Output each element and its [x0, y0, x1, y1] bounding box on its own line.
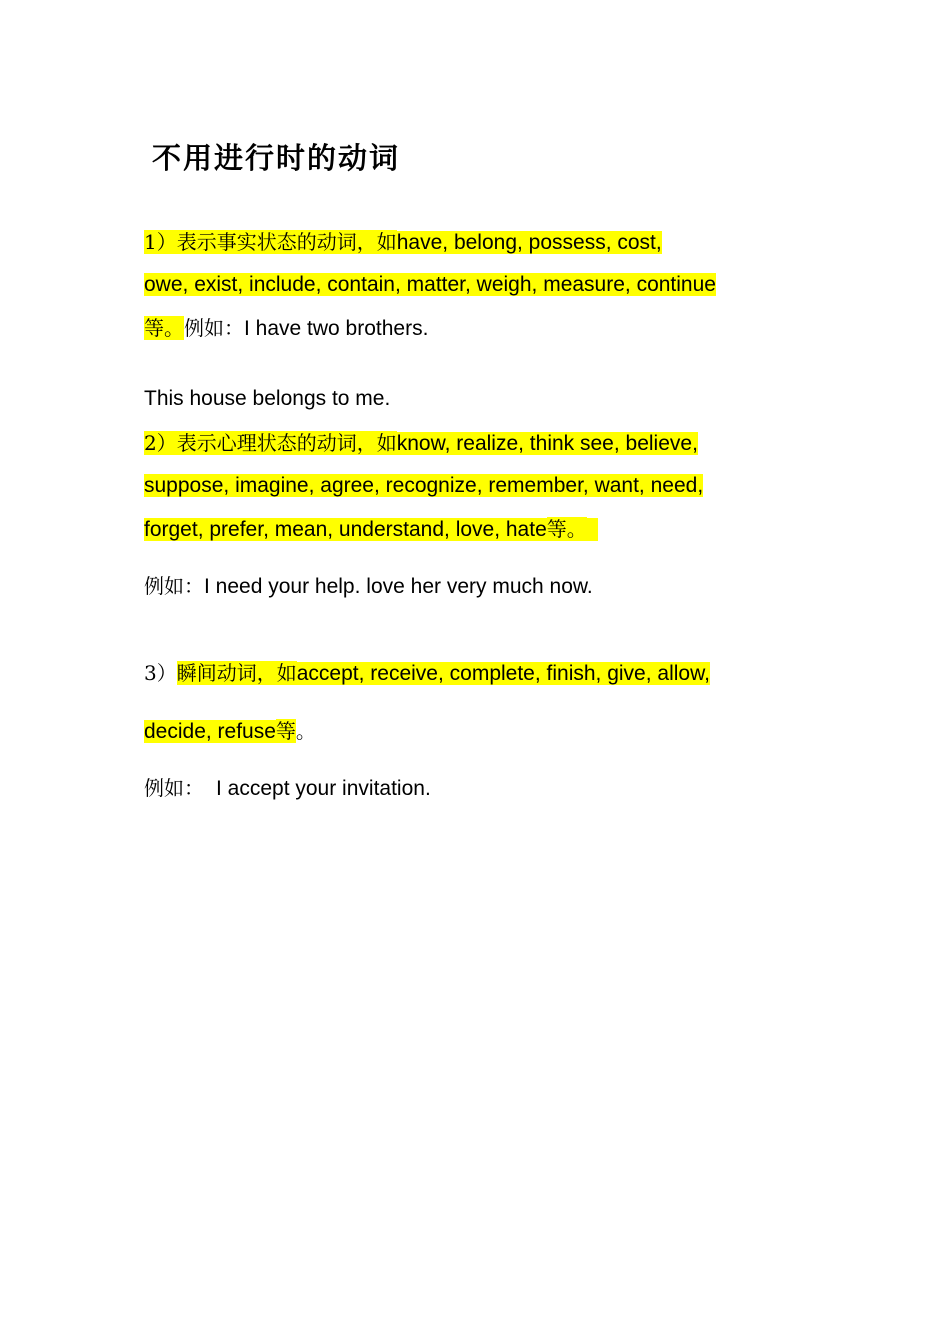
section3-verbs-1: accept, receive, complete, finish, give, allow,: [296, 662, 710, 685]
section2-example-text: I need your help. love her very much now.: [204, 575, 593, 598]
section1-heading: 1）表示事实状态的动词，如: [144, 230, 397, 254]
section2-example-label: 例如：: [144, 574, 204, 598]
section3-etc: 等: [275, 719, 296, 743]
section3-example: [144, 770, 431, 806]
section2-heading: 2）表示心理状态的动词，如: [144, 431, 397, 455]
section3-line2: [144, 713, 316, 749]
section3-heading: 瞬间动词，如: [176, 661, 297, 685]
section2-line3: [144, 511, 598, 547]
section1-line1: [144, 224, 662, 260]
section1-example-1: I have two brothers.: [244, 317, 429, 340]
section1-etc: 等。: [144, 316, 184, 340]
section2-verbs-2: suppose, imagine, agree, recognize, remember, want, need,: [144, 474, 704, 497]
section1-line3: [144, 310, 428, 346]
section3-period: 。: [295, 719, 316, 743]
section3-number: 3）: [144, 661, 177, 685]
section2-etc: 等。: [546, 517, 587, 541]
section1-example-label: 例如：: [184, 316, 244, 340]
section3-line1: [144, 655, 710, 691]
section3-example-text: I accept your invitation.: [216, 777, 431, 800]
section1-verbs-2: owe, exist, include, contain, matter, weigh, measure, continue: [144, 273, 716, 296]
section2-verbs-3: forget, prefer, mean, understand, love, hate: [144, 518, 547, 541]
page-title: 不用进行时的动词: [152, 141, 401, 175]
section2-line1: [144, 425, 698, 461]
section1-line4: [144, 381, 390, 417]
section2-example: [144, 568, 593, 604]
section3-example-label: 例如：: [144, 776, 204, 800]
section2-line2: [144, 468, 703, 504]
section1-verbs-1: have, belong, possess, cost,: [396, 231, 662, 254]
section2-verbs-1: know, realize, think see, believe,: [396, 432, 698, 455]
section1-line2: [144, 267, 716, 303]
section1-example-2: This house belongs to me.: [144, 387, 391, 410]
section3-verbs-2: decide, refuse: [144, 720, 276, 743]
